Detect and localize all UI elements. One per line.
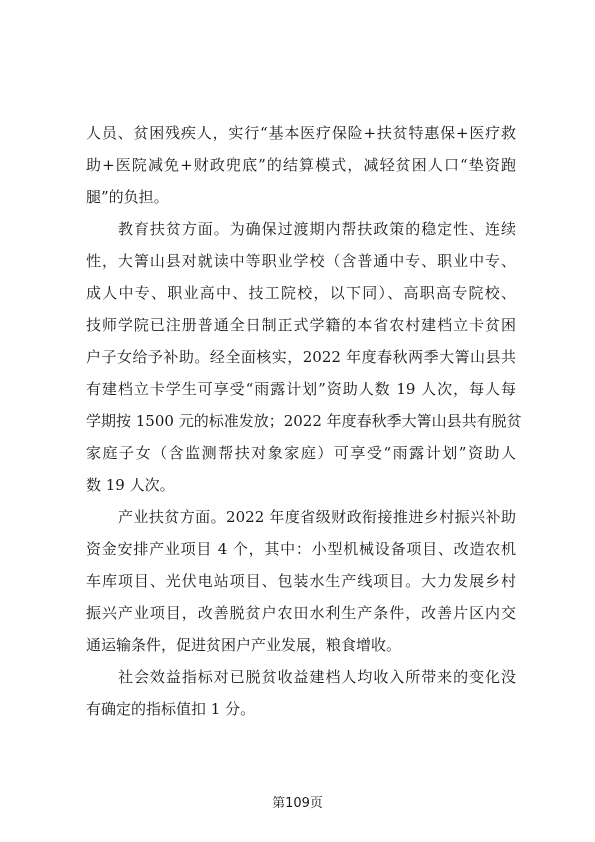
body-text-line: 资金安排产业项目 4 个，其中：小型机械设备项目、改造农机 xyxy=(86,540,516,558)
body-text-line: 成人中专、职业高中、技工院校，以下同）、高职高专院校、 xyxy=(86,284,516,302)
body-text-line: 有建档立卡学生可享受“雨露计划”资助人数 19 人次，每人每 xyxy=(86,380,516,398)
body-text-line: 人员、贫困残疾人，实行“基本医疗保险+扶贫特惠保+医疗救 xyxy=(86,124,516,142)
body-text-line: 家庭子女（含监测帮扶对象家庭）可享受“雨露计划”资助人 xyxy=(86,444,516,462)
body-text-line: 学期按 1500 元的标准发放；2022 年度春秋季大箐山县共有脱贫 xyxy=(86,412,522,430)
paragraph-first-line: 社会效益指标对已脱贫收益建档人均收入所带来的变化没 xyxy=(118,668,516,686)
paragraph-first-line: 产业扶贫方面。2022 年度省级财政衔接推进乡村振兴补助 xyxy=(118,508,516,526)
body-text-line: 性，大箐山县对就读中等职业学校（含普通中专、职业中专、 xyxy=(86,252,516,270)
body-text-line: 有确定的指标值扣 1 分。 xyxy=(86,700,256,718)
body-text-line: 腿”的负担。 xyxy=(86,188,169,206)
page-number: 第109页 xyxy=(272,796,323,811)
body-text-line: 车库项目、光伏电站项目、包装水生产线项目。大力发展乡村 xyxy=(86,572,516,590)
body-text-line: 助+医院减免+财政兜底”的结算模式，减轻贫困人口“垫资跑 xyxy=(86,156,516,174)
body-text-line: 振兴产业项目，改善脱贫户农田水利生产条件，改善片区内交 xyxy=(86,604,516,622)
body-text-line: 技师学院已注册普通全日制正式学籍的本省农村建档立卡贫困 xyxy=(86,316,516,334)
body-text-line: 户子女给予补助。经全面核实，2022 年度春秋两季大箐山县共 xyxy=(86,348,516,366)
paragraph-first-line: 教育扶贫方面。为确保过渡期内帮扶政策的稳定性、连续 xyxy=(118,220,516,238)
body-text-line: 通运输条件，促进贫困户产业发展，粮食增收。 xyxy=(86,636,402,654)
body-text-line: 数 19 人次。 xyxy=(86,476,175,494)
